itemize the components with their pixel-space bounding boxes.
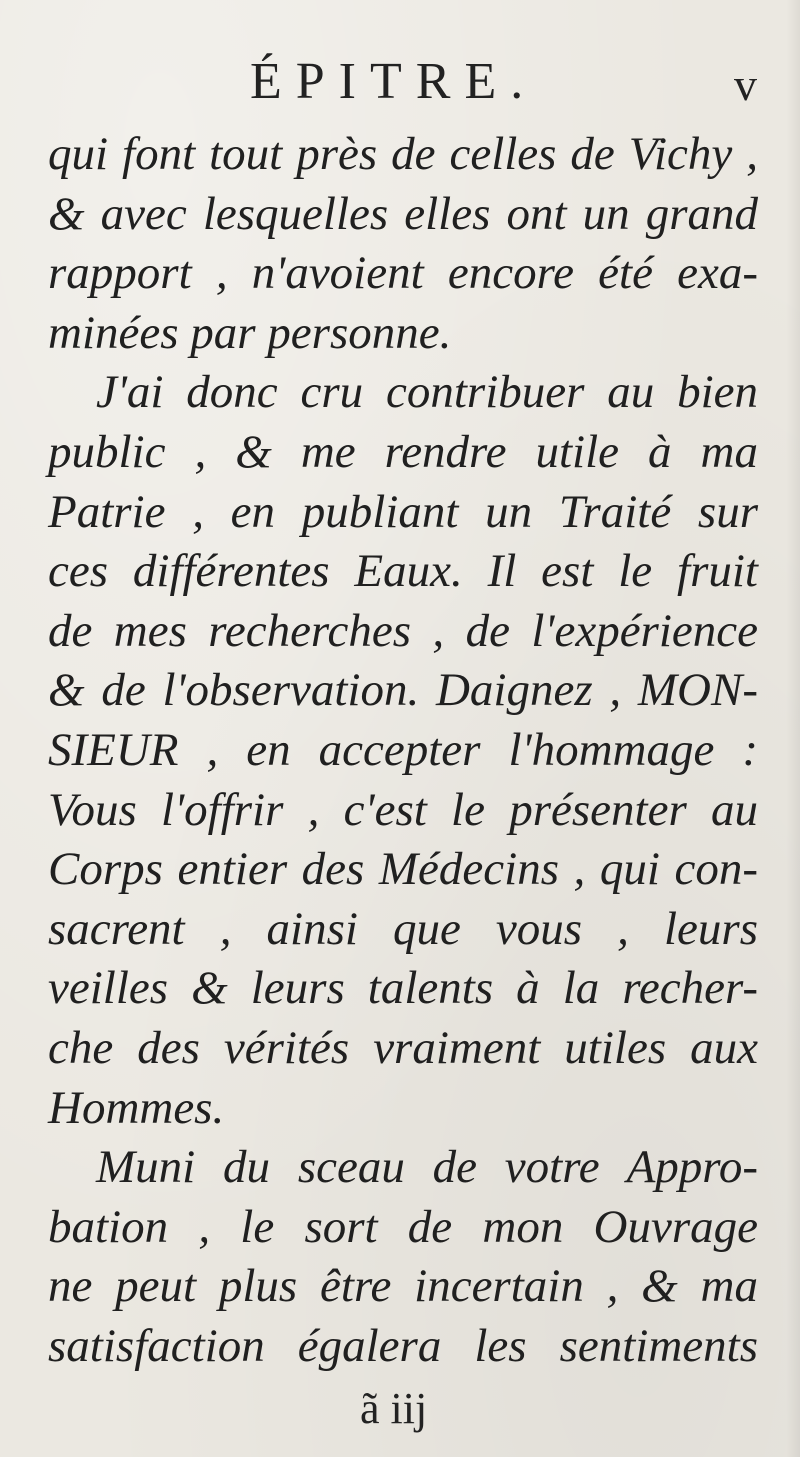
text-line: J'ai donc cru contribuer au bien [96, 366, 758, 419]
text-line: de mes recherches , de l'expérience [48, 604, 758, 657]
text-line: Hommes. [48, 1081, 225, 1134]
text-line: Corps entier des Médecins , qui con- [48, 843, 758, 896]
page-edge-shadow [786, 0, 800, 1457]
text-line: qui font tout près de celles de Vichy , [48, 128, 758, 180]
text-line: bation , le sort de mon Ouvrage [48, 1200, 758, 1253]
text-line: minées par personne. [48, 306, 452, 359]
text-line: rapport , n'avoient encore été exa- [48, 247, 758, 300]
text-line: Muni du sceau de votre Appro- [96, 1141, 758, 1194]
text-line: & avec lesquelles elles ont un grand [48, 187, 758, 240]
running-title: ÉPITRE. [250, 53, 538, 110]
text-line: satisfaction égalera les sentiments [48, 1319, 758, 1372]
text-line: veilles & leurs talents à la recher- [48, 962, 758, 1015]
text-line: che des vérités vraiment utiles aux [48, 1021, 758, 1074]
body-text [48, 125, 758, 1376]
page-number: v [734, 59, 757, 110]
text-line: SIEUR , en accepter l'hommage : [48, 723, 758, 776]
text-line: Vous l'offrir , c'est le présenter au [48, 783, 758, 836]
text-line: sacrent , ainsi que vous , leurs [48, 902, 758, 955]
text-line: Patrie , en publiant un Traité sur [48, 485, 758, 538]
signature-mark: ã iij [360, 1384, 428, 1433]
text-line: ces différentes Eaux. Il est le fruit [48, 545, 758, 598]
text-line: public , & me rendre utile à ma [48, 425, 758, 478]
text-line: ne peut plus être incertain , & ma [48, 1260, 758, 1313]
text-line: & de l'observation. Daignez , MON- [48, 664, 758, 717]
